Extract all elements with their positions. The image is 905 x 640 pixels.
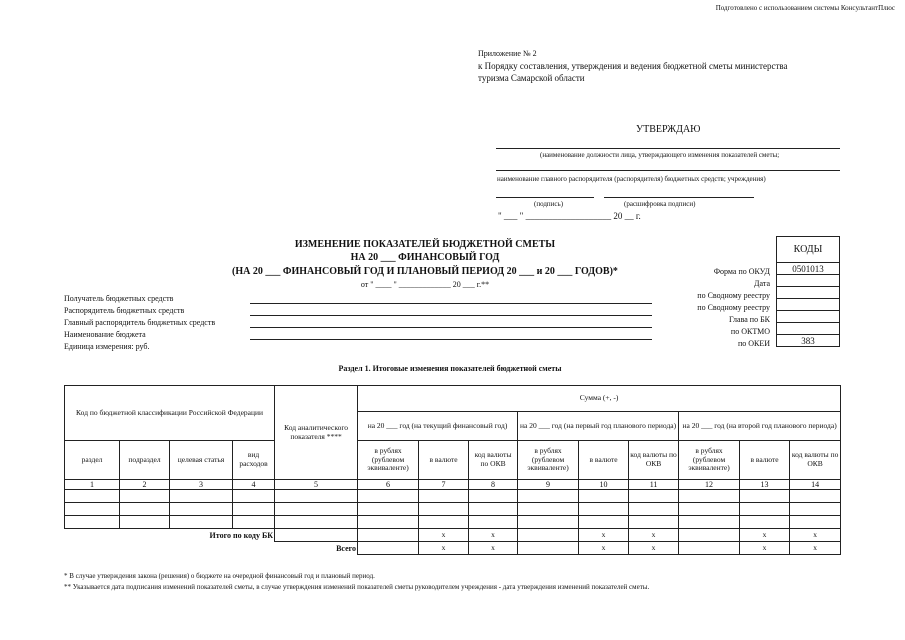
data-cell[interactable] bbox=[518, 529, 579, 542]
col-number: 4 bbox=[233, 480, 275, 490]
data-cell[interactable] bbox=[170, 503, 233, 516]
field-main-distributor-line bbox=[250, 327, 652, 328]
data-cell[interactable] bbox=[790, 503, 841, 516]
distributor-line bbox=[496, 170, 840, 171]
source-note: Подготовлено с использованием системы КонсультантПлюс bbox=[715, 4, 895, 12]
col-number: 1 bbox=[65, 480, 120, 490]
data-cell[interactable] bbox=[275, 490, 358, 503]
data-cell[interactable] bbox=[275, 516, 358, 529]
x-cell: x bbox=[419, 542, 469, 555]
data-cell[interactable] bbox=[65, 516, 120, 529]
data-cell[interactable] bbox=[790, 516, 841, 529]
x-cell: x bbox=[469, 542, 518, 555]
data-cell[interactable] bbox=[518, 503, 579, 516]
data-cell[interactable] bbox=[579, 490, 629, 503]
col-number: 7 bbox=[419, 480, 469, 490]
codes-box bbox=[776, 236, 840, 347]
field-recipient-line bbox=[250, 303, 652, 304]
field-distributor: Распорядитель бюджетных средств bbox=[64, 306, 185, 315]
approval-title: УТВЕРЖДАЮ bbox=[636, 124, 701, 135]
col-rub-1: в рублях (рублевом эквиваленте) bbox=[358, 441, 419, 480]
signature-caption: (подпись) bbox=[534, 200, 564, 208]
x-cell: x bbox=[740, 542, 790, 555]
approval-date: " ___ " ___________________ 20 __ г. bbox=[498, 211, 641, 221]
code-label-okud: Форма по ОКУД bbox=[713, 267, 770, 276]
data-cell[interactable] bbox=[233, 503, 275, 516]
code-label-oktmo: по ОКТМО bbox=[730, 327, 770, 336]
x-cell: x bbox=[579, 542, 629, 555]
data-cell[interactable] bbox=[358, 490, 419, 503]
year-first-header: на 20 ___ год (на первый год планового периода) bbox=[518, 412, 679, 441]
x-cell: x bbox=[579, 529, 629, 542]
col-number: 14 bbox=[790, 480, 841, 490]
doc-date: от " ____ " _____________ 20 ___ г.** bbox=[360, 280, 490, 289]
table-row bbox=[65, 516, 841, 529]
x-cell: x bbox=[629, 542, 679, 555]
doc-title-line1: ИЗМЕНЕНИЕ ПОКАЗАТЕЛЕЙ БЮДЖЕТНОЙ СМЕТЫ bbox=[294, 239, 556, 250]
data-cell[interactable] bbox=[629, 516, 679, 529]
table-row bbox=[65, 490, 841, 503]
data-cell[interactable] bbox=[358, 529, 419, 542]
col-okv-3: код валюты по ОКВ bbox=[790, 441, 841, 480]
data-cell[interactable] bbox=[275, 503, 358, 516]
field-unit: Единица измерения: руб. bbox=[64, 342, 150, 351]
code-label-registry1: по Сводному реестру bbox=[697, 291, 770, 300]
total-label: Всего bbox=[336, 543, 357, 553]
data-cell[interactable] bbox=[469, 490, 518, 503]
data-cell[interactable] bbox=[120, 490, 170, 503]
year-current-header: на 20 ___ год (на текущий финансовый год) bbox=[358, 412, 518, 441]
data-cell[interactable] bbox=[579, 503, 629, 516]
data-cell[interactable] bbox=[518, 542, 579, 555]
sum-header: Сумма (+, -) bbox=[358, 386, 841, 412]
col-rub-2: в рублях (рублевом эквиваленте) bbox=[518, 441, 579, 480]
codes-header: КОДЫ bbox=[777, 237, 840, 263]
col-rub-3: в рублях (рублевом эквиваленте) bbox=[679, 441, 740, 480]
col-number: 13 bbox=[740, 480, 790, 490]
x-cell: x bbox=[469, 529, 518, 542]
data-cell[interactable] bbox=[233, 490, 275, 503]
data-cell[interactable] bbox=[679, 542, 740, 555]
data-cell[interactable] bbox=[740, 490, 790, 503]
data-cell[interactable] bbox=[469, 516, 518, 529]
data-cell[interactable] bbox=[740, 516, 790, 529]
col-number: 10 bbox=[579, 480, 629, 490]
col-number: 11 bbox=[629, 480, 679, 490]
appendix-line3: туризма Самарской области bbox=[478, 73, 585, 83]
data-cell[interactable] bbox=[469, 503, 518, 516]
data-cell[interactable] bbox=[740, 503, 790, 516]
code-value-registry1 bbox=[777, 287, 840, 299]
appendix-line2: к Порядку составления, утверждения и ведения бюджетной сметы министерства bbox=[478, 61, 788, 71]
col-podrazdel: подраздел bbox=[120, 441, 170, 480]
code-value-oktmo bbox=[777, 323, 840, 335]
code-value-date bbox=[777, 275, 840, 287]
data-cell[interactable] bbox=[275, 529, 358, 542]
indicators-table bbox=[64, 385, 841, 555]
doc-title-line3: (НА 20 ___ ФИНАНСОВЫЙ ГОД И ПЛАНОВЫЙ ПЕРИОД 20 ___ и 20 ___ ГОДОВ)* bbox=[232, 266, 618, 277]
field-distributor-line bbox=[250, 315, 652, 316]
code-value-registry2 bbox=[777, 299, 840, 311]
col-number: 6 bbox=[358, 480, 419, 490]
col-number: 2 bbox=[120, 480, 170, 490]
col-vid: вид расходов bbox=[233, 441, 275, 480]
field-budget-name-line bbox=[250, 339, 652, 340]
data-cell[interactable] bbox=[419, 516, 469, 529]
distributor-caption: наименование главного распорядителя (распорядителя) бюджетных средств; учреждения) bbox=[497, 175, 766, 183]
data-cell[interactable] bbox=[419, 490, 469, 503]
data-cell[interactable] bbox=[518, 516, 579, 529]
data-cell[interactable] bbox=[790, 490, 841, 503]
field-recipient: Получатель бюджетных средств bbox=[64, 294, 174, 303]
code-value-okud: 0501013 bbox=[777, 263, 840, 275]
field-budget-name: Наименование бюджета bbox=[64, 330, 146, 339]
data-cell[interactable] bbox=[233, 516, 275, 529]
x-cell: x bbox=[419, 529, 469, 542]
code-label-registry2: по Сводному реестру bbox=[697, 303, 770, 312]
footnote-2: ** Указывается дата подписания изменений показателей сметы, в случае утверждения изменений показателей сметы руководителем учреждения - дата утверждения изменений показателей сметы. bbox=[64, 583, 650, 591]
appendix-number: Приложение № 2 bbox=[478, 49, 537, 58]
col-currency-3: в валюте bbox=[740, 441, 790, 480]
col-okv-1: код валюты по ОКВ bbox=[469, 441, 518, 480]
bk-code-header: Код по бюджетной классификации Российской Федерации bbox=[65, 386, 275, 441]
doc-title-line2: НА 20 ___ ФИНАНСОВЫЙ ГОД bbox=[350, 252, 500, 263]
decoding-caption: (расшифровка подписи) bbox=[624, 200, 696, 208]
data-cell[interactable] bbox=[679, 490, 740, 503]
data-cell[interactable] bbox=[358, 542, 419, 555]
data-cell[interactable] bbox=[65, 503, 120, 516]
data-cell[interactable] bbox=[358, 516, 419, 529]
col-okv-2: код валюты по ОКВ bbox=[629, 441, 679, 480]
data-cell[interactable] bbox=[679, 503, 740, 516]
x-cell: x bbox=[629, 529, 679, 542]
signature-line bbox=[496, 197, 594, 198]
data-cell[interactable] bbox=[518, 490, 579, 503]
table-row bbox=[65, 503, 841, 516]
data-cell[interactable] bbox=[419, 503, 469, 516]
col-currency-2: в валюте bbox=[579, 441, 629, 480]
col-razdel: раздел bbox=[65, 441, 120, 480]
position-caption: (наименование должности лица, утверждающего изменения показателей сметы; bbox=[540, 151, 780, 159]
col-currency-1: в валюте bbox=[419, 441, 469, 480]
data-cell[interactable] bbox=[629, 503, 679, 516]
field-main-distributor: Главный распорядитель бюджетных средств bbox=[64, 318, 216, 327]
data-cell[interactable] bbox=[629, 490, 679, 503]
x-cell: x bbox=[790, 529, 841, 542]
footnote-1: * В случае утверждения закона (решения) о бюджете на очередной финансовый год и плановый период. bbox=[64, 572, 375, 580]
decoding-line bbox=[604, 197, 754, 198]
x-cell: x bbox=[740, 529, 790, 542]
col-target: целевая статья bbox=[170, 441, 233, 480]
col-number: 12 bbox=[679, 480, 740, 490]
total-bk-row bbox=[65, 529, 841, 542]
x-cell: x bbox=[790, 542, 841, 555]
code-label-chapter: Глава по БК bbox=[729, 315, 770, 324]
col-number: 5 bbox=[275, 480, 358, 490]
code-value-okei: 383 bbox=[777, 335, 840, 347]
data-cell[interactable] bbox=[679, 529, 740, 542]
data-cell[interactable] bbox=[120, 516, 170, 529]
year-second-header: на 20 ___ год (на второй год планового периода) bbox=[679, 412, 841, 441]
col-number: 3 bbox=[170, 480, 233, 490]
data-cell[interactable] bbox=[120, 503, 170, 516]
data-cell[interactable] bbox=[679, 516, 740, 529]
code-label-okei: по ОКЕИ bbox=[737, 339, 770, 348]
code-value-chapter bbox=[777, 311, 840, 323]
section-title: Раздел 1. Итоговые изменения показателей бюджетной сметы bbox=[338, 364, 562, 373]
data-cell[interactable] bbox=[65, 490, 120, 503]
data-cell[interactable] bbox=[170, 516, 233, 529]
col-number: 8 bbox=[469, 480, 518, 490]
data-cell[interactable] bbox=[358, 503, 419, 516]
code-label-date: Дата bbox=[754, 279, 770, 288]
total-row bbox=[65, 542, 841, 555]
col-number: 9 bbox=[518, 480, 579, 490]
analytic-code-header: Код аналитического показателя **** bbox=[275, 386, 358, 480]
data-cell[interactable] bbox=[170, 490, 233, 503]
position-line bbox=[496, 148, 840, 149]
total-bk-label: Итого по коду БК bbox=[209, 530, 274, 540]
data-cell[interactable] bbox=[579, 516, 629, 529]
